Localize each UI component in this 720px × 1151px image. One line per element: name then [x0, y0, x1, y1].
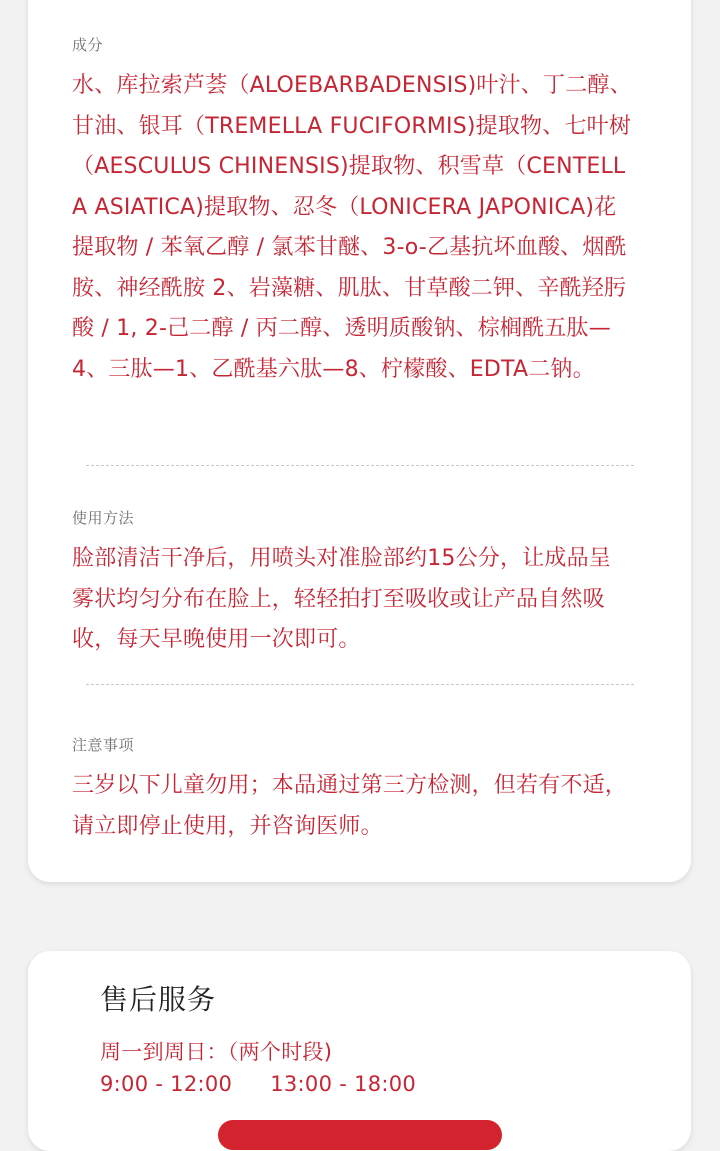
precautions-section	[72, 735, 632, 847]
contact-service-button[interactable]	[218, 1120, 502, 1150]
ingredients-text: 水、库拉索芦荟（ALOEBARBADENSIS)叶汁、丁二醇、甘油、银耳（TREMELLA FUCIFORMIS)提取物、七叶树（AESCULUS CHINENSIS)提取物、积雪草（CENTELLA ASIATICA)提取物、忍冬（LONICERA JAPONICA)花提取物 / 苯氧乙醇 / 氯苯甘醚、3-o-乙基抗坏血酸、烟酰胺、神经酰胺 2、岩藻糖、肌肽、甘草酸二钾、辛酰羟肟酸 / 1, 2-己二醇 / 丙二醇、透明质酸钠、棕榈酰五肽—4、三肽—1、乙酰基六肽—8、柠檬酸、EDTA二钠。	[72, 73, 632, 382]
service-slot-afternoon: 13:00 - 18:00	[270, 1072, 417, 1096]
precautions-label: 注意事项	[72, 736, 135, 754]
usage-label: 使用方法	[72, 509, 135, 527]
ingredients-section	[72, 35, 632, 390]
section-divider	[86, 684, 634, 685]
usage-text: 脸部清洁干净后，用喷头对准脸部约15公分，让成品呈雾状均匀分布在脸上，轻轻拍打至吸收或让产品自然吸收，每天早晚使用一次即可。	[72, 546, 611, 652]
precautions-text: 三岁以下儿童勿用；本品通过第三方检测，但若有不适，请立即停止使用，并咨询医师。	[72, 773, 628, 839]
usage-section	[72, 508, 632, 661]
ingredients-label: 成分	[72, 36, 104, 54]
service-hours-label: 周一到周日：（两个时段)	[100, 1040, 333, 1064]
section-divider	[86, 465, 634, 466]
service-slot-morning: 9:00 - 12:00	[100, 1072, 233, 1096]
after-sales-title: 售后服务	[100, 983, 217, 1016]
service-hours-slots	[100, 1069, 416, 1099]
